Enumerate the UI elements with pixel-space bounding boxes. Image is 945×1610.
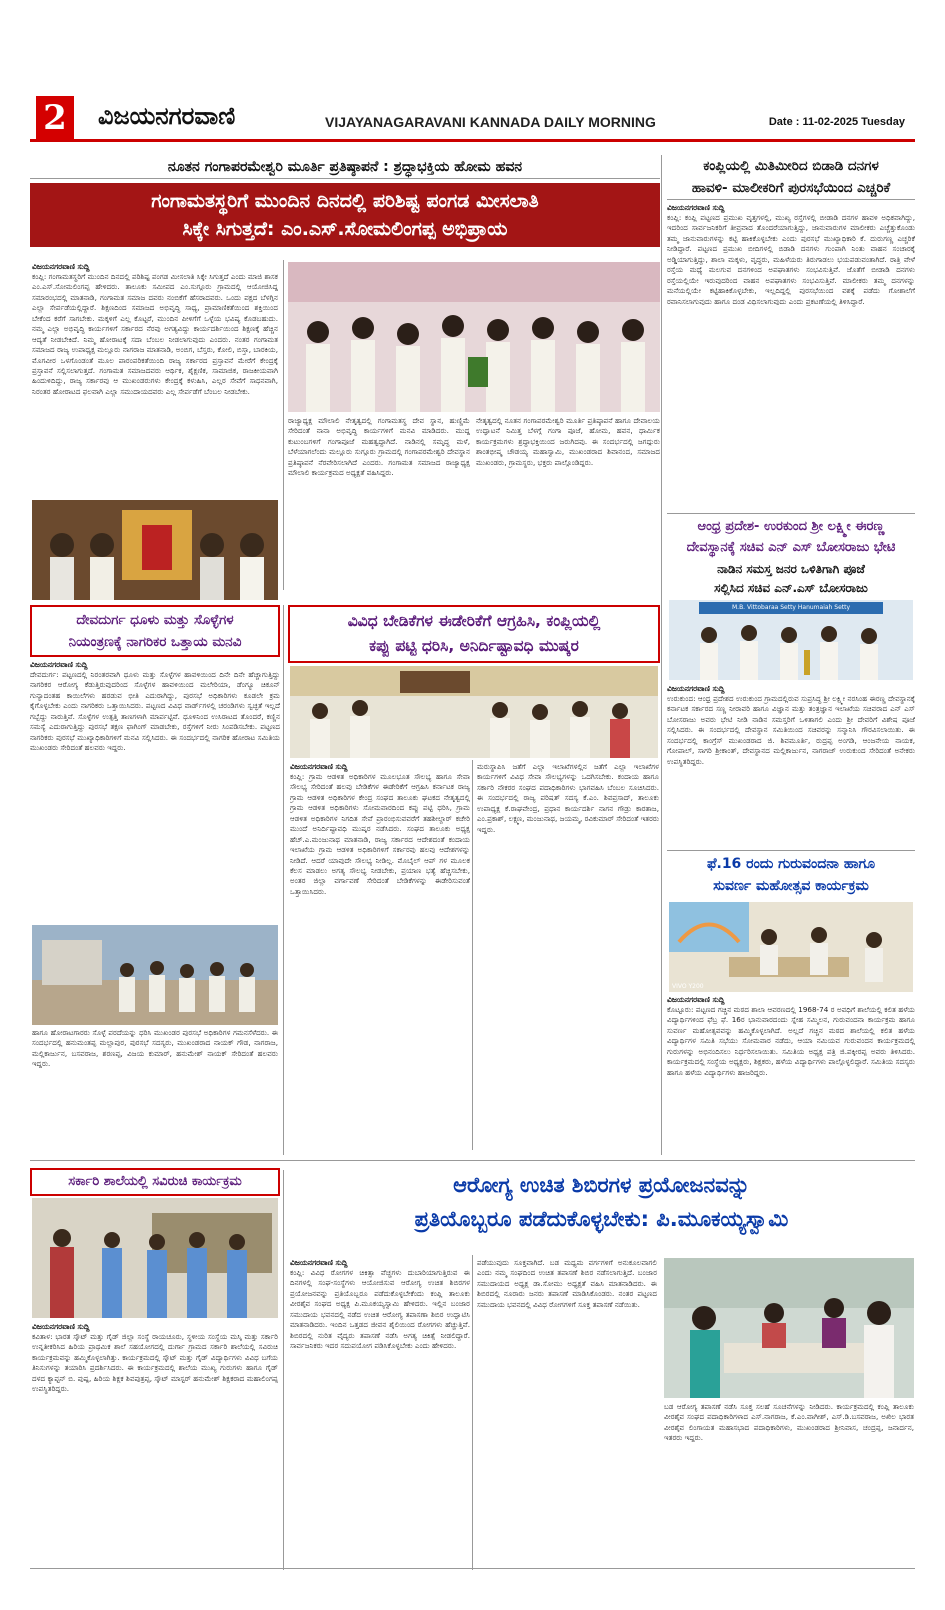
column-divider: [472, 760, 473, 1150]
byline: ವಿಜಯನಗರವಾಣಿ ಸುದ್ದಿ: [30, 660, 88, 669]
headline-line: ಆರೋಗ್ಯ ಉಚಿತ ಶಿಬಿರಗಳ ಪ್ರಯೋಜನವನ್ನು: [453, 1173, 750, 1197]
article-text: ಹಾಗೂ ಹೋರಾಟಗಾರರು ಸೊಳ್ಳೆ ಪರದೆಯನ್ನು ಧರಿಸಿ ಮುಖಂಡರ ಪುರಸಭೆ ಅಧಿಕಾರಿಗಳ ಗಮನಸೆಳೆದರು. ಈ ಸಂದರ್ಭದಲ್ಲಿ ಹನುಮಂತಪ್ಪ ಮಲ್ಲಾಪುರ, ಪುರಸಭೆ ಸದಸ್ಯರು, ಮುಖಂಡರಾದ ನಾಯಕ್ ಗೌಡ, ನಾಗರಾಜ, ಮಲ್ಲಿಕಾರ್ಜುನ, ಬಸವರಾಜ, ಶರಣಪ್ಪ, ವಿಜಯ ಕುಮಾರ್, ಹನುಮೇಶ್ ನಾಯಕ್ ಸೇರಿದಂತೆ ಹಲವರು ಇದ್ದರು.: [32, 1028, 278, 1069]
headline-line: ಕಂಪ್ಲಿಯಲ್ಲಿ ಮಿತಿಮೀರಿದ ಬಿಡಾಡಿ ದನಗಳ: [703, 158, 879, 174]
story-health-caption: [664, 1402, 914, 1562]
story-kicker: ನೂತನ ಗಂಗಾಪರಮೇಶ್ವರಿ ಮೂರ್ತಿ ಪ್ರತಿಷ್ಠಾಪನೆ : ಶ್ರದ್ಧಾಭಕ್ತಿಯ ಹೋಮ ಹವನ: [30, 155, 660, 179]
story-health-body2: [477, 1258, 657, 1563]
story-gangamata-col3: [476, 416, 660, 596]
story-vao-body2: [477, 762, 659, 1150]
story-headline: [667, 513, 915, 558]
article-text: ದೇವದುರ್ಗ: ಪಟ್ಟಣದಲ್ಲಿ ನಿರಂತರವಾಗಿ ಧೂಳು ಮತ್ತು ಸೊಳ್ಳೆಗಳ ಹಾವಳಿಯಿಂದ ದಿನೇ ದಿನೇ ಹೆಚ್ಚಾಗುತ್ತಿದ್ದು ನಾಗರಿಕರ ಆರೋಗ್ಯ ಕೆಡುತ್ತಿರುವುದರಿಂದ ಸೊಳ್ಳೆಗಳ ಹಾವಳಿಯಿಂದ ಮಲೇರಿಯಾ, ಡೆಂಗ್ಯೂ ಚಿಕೂನ್ ಗುನ್ಯಾದಂತಹ ಕಾಯಿಲೆಗಳು ಹರಡುವ ಭೀತಿ ಎದುರಾಗಿದ್ದು, ಪುರಸಭೆ ಅಧಿಕಾರಿಗಳು ಕೂಡಲೇ ಕ್ರಮ ಕೈಗೊಳ್ಳಬೇಕು ಎಂದು ನಾಗರಿಕರು ಒತ್ತಾಯಿಸಿದರು. ಪಟ್ಟಣದ ವಿವಿಧ ವಾರ್ಡ್‌ಗಳಲ್ಲಿ ಚರಂಡಿಗಳು ಸ್ವಚ್ಛತೆ ಇಲ್ಲದೆ ಗಬ್ಬೆದ್ದು ನಾರುತ್ತಿವೆ. ಸೊಳ್ಳೆಗಳ ಉತ್ಪತ್ತಿ ತಾಣಗಳಾಗಿ ಮಾರ್ಪಟ್ಟಿವೆ. ಧೂಳಿನಿಂದ ಉಸಿರಾಟದ ತೊಂದರೆ, ಕಣ್ಣಿನ ಸಮಸ್ಯೆ ಎದುರಾಗುತ್ತಿದ್ದು ಪುರಸಭೆ ತಕ್ಷಣ ಫಾಗಿಂಗ್ ಮಾಡಬೇಕು, ರಸ್ತೆಗಳಿಗೆ ನೀರು ಸಿಂಪಡಿಸಬೇಕು. ಪಟ್ಟಣದ ನಾಗರಿಕರು ಪುರಸಭೆ ಮುಖ್ಯಾಧಿಕಾರಿಗಳಿಗೆ ಮನವಿ ಸಲ್ಲಿಸಿದರು. ಈ ಸಂದರ್ಭದಲ್ಲಿ ನಾಗರಿಕ ಹೋರಾಟ ಸಮಿತಿಯ ಮುಖಂಡರು ಸೇರಿದಂತೆ ಹಲವರು ಇದ್ದರು.: [30, 670, 280, 753]
article-text: ನೇತೃತ್ವದಲ್ಲಿ ನೂತನ ಗಂಗಾಪರಮೇಶ್ವರಿ ಮೂರ್ತಿ ಪ್ರತಿಷ್ಠಾಪನೆ ಹಾಗೂ ದೇವಾಲಯ ಉದ್ಘಾಟನೆ ನಿಮಿತ್ತ ಬೆಳಗ್ಗೆ ಗಂಗಾ ಪೂಜೆ, ಹೋಮ, ಹವನ, ಧಾರ್ಮಿಕ ಕಾರ್ಯಕ್ರಮಗಳು ಶ್ರದ್ಧಾಭಕ್ತಿಯಿಂದ ಜರುಗಿದವು. ಈ ಸಂದರ್ಭದಲ್ಲಿ ಜಗದ್ಗುರು ಶಾಂತಭೀಷ್ಮ ಚೌಡಯ್ಯ ಮಹಾಸ್ವಾಮಿ, ಮುಖಂಡರಾದ ಶಿವಾನಂದ, ಸಮಾಜದ ಮುಖಂಡರು, ಗ್ರಾಮಸ್ಥರು, ಭಕ್ತರು ಪಾಲ್ಗೊಂಡಿದ್ದರು.: [476, 416, 660, 467]
article-text: ಕಂಪ್ಲಿ: ಗ್ರಾಮ ಆಡಳಿತ ಅಧಿಕಾರಿಗಳ ಮೂಲಭೂತ ಸೌಲಭ್ಯ ಹಾಗೂ ಸೇವಾ ಸೌಲಭ್ಯ ಸೇರಿದಂತೆ ಹಲವು ಬೇಡಿಕೆಗಳ ಈಡೇರಿಕೆಗೆ ಆಗ್ರಹಿಸಿ ಕರ್ನಾಟಕ ರಾಜ್ಯ ಗ್ರಾಮ ಆಡಳಿತ ಅಧಿಕಾರಿಗಳ ಕೇಂದ್ರ ಸಂಘದ ತಾಲೂಕು ಘಟಕದ ನೇತೃತ್ವದಲ್ಲಿ ಗ್ರಾಮ ಆಡಳಿತ ಅಧಿಕಾರಿಗಳು ಸೋಮವಾರದಿಂದ ಕಪ್ಪು ಪಟ್ಟಿ ಧರಿಸಿ, ಗ್ರಾಮ ಆಡಳಿತ ಅಧಿಕಾರಿಗಳ ನಿಗದಿತ ಸೇವೆ ಪ್ರಾರಂಭಿಸುವವರೆಗೆ ತಹಶೀಲ್ದಾರ್ ಕಚೇರಿ ಮುಂದೆ ಅನಿರ್ದಿಷ್ಟಾವಧಿ ಮುಷ್ಕರ ನಡೆಸಿದರು. ಸಂಘದ ತಾಲೂಕು ಅಧ್ಯಕ್ಷ ಹೆಚ್.ಎ.ಮಂಜುನಾಥ ಮಾತನಾಡಿ, ರಾಜ್ಯ ಸರ್ಕಾರದ ಆದೇಶದಂತೆ ಕಂದಾಯ ಇಲಾಖೆಯ ಗ್ರಾಮ ಆಡಳಿತ ಅಧಿಕಾರಿಗಳಿಗೆ ಸರ್ಕಾರವು ಹಲವು ಆದೇಶಗಳನ್ನು ನೀಡಿದೆ. ಆದರೆ ಯಾವುದೇ ಸೌಲಭ್ಯ ನೀಡಿಲ್ಲ. ಮೊಬೈಲ್ ಆಪ್ ಗಳ ಮೂಲಕ ಕೆಲಸ ಮಾಡಲು ಅಗತ್ಯ ಸೌಲಭ್ಯ ನೀಡಬೇಕು, ಪ್ರಯಾಣ ಭತ್ಯೆ ಹೆಚ್ಚಿಸಬೇಕು, ಅಂತರ ಜಿಲ್ಲಾ ವರ್ಗಾವಣೆ ಸೇರಿದಂತೆ ಬೇಡಿಕೆಗಳನ್ನು ಈಡೇರಿಸುವಂತೆ ಒತ್ತಾಯಿಸಿದರು.: [290, 772, 470, 896]
column-divider: [283, 605, 284, 1155]
story-urukunda-body: [667, 684, 915, 844]
story-gangamata-body: [32, 262, 278, 505]
byline: ವಿಜಯನಗರವಾಣಿ ಸುದ್ದಿ: [32, 262, 90, 271]
story-guruvandana-body: [667, 995, 915, 1160]
article-text: ರಾಜ್ಯಾಧ್ಯಕ್ಷ ಮೌಲಾಲಿ ನೇತೃತ್ವದಲ್ಲಿ ಗಂಗಾಮತಸ್ಥ ದೇವ ಸ್ಥಾನ, ಹುಣ್ಣಿಮೆ ಸೇರಿದಂತೆ ನಾನಾ ಅಭಿವೃದ್ಧಿ ಕಾರ್ಯಗಳಿಗೆ ಮನವಿ ಮಾಡಿದರು. ಮುದ್ದ ಕುಟುಂಬಗಳಿಗೆ ಗಂಗಾಪೂಜೆ ಮಹತ್ವದ್ದಾಗಿದೆ. ನಾಡಿನಲ್ಲಿ ಸಮೃದ್ಧ ಮಳೆ, ಬೆಳೆಯಾಗಲೆಂದು ಮಲ್ಲೂರು ಸುಗ್ಗೂರು ಗ್ರಾಮದಲ್ಲಿ ಗಂಗಾಪರಮೇಶ್ವರಿ ದೇವಸ್ಥಾನ ಪ್ರತಿಷ್ಠಾಪನೆ ನೆರವೇರಿಸಲಾಗಿದೆ ಎಂದರು. ಗಂಗಾಮತ ಸಮಾಜದ ರಾಜ್ಯಾಧ್ಯಕ್ಷ ಮೌಲಾಲಿ ಕಾರ್ಯಕ್ರಮದ ಅಧ್ಯಕ್ಷತೆ ವಹಿಸಿದ್ದರು.: [288, 416, 470, 478]
story-gangamata-col2: [288, 416, 470, 596]
story-devadurga-dust: [30, 605, 280, 928]
byline: ವಿಜಯನಗರವಾಣಿ ಸುದ್ದಿ: [667, 203, 725, 212]
story-headline: [288, 605, 660, 663]
headline-line: ನಿಯಂತ್ರಣಕ್ಕೆ ನಾಗರಿಕರ ಒತ್ತಾಯ ಮನವಿ: [68, 634, 242, 650]
page-bottom-rule: [30, 1568, 915, 1569]
column-divider: [283, 260, 284, 590]
headline-line: ಆಂಧ್ರ ಪ್ರದೇಶ- ಉರಕುಂದ ಶ್ರೀ ಲಕ್ಷ್ಮೀ ಈರಣ್ಣ: [697, 519, 885, 534]
byline: ವಿಜಯನಗರವಾಣಿ ಸುದ್ದಿ: [290, 762, 348, 771]
story-health-camp: [288, 1168, 915, 1236]
story-headline: [30, 605, 280, 657]
article-text: ಕಂಪ್ಲಿ: ಗಂಗಾಮತಸ್ಥರಿಗೆ ಮುಂದಿನ ದಿನದಲ್ಲಿ ಪರಿಶಿಷ್ಟ ಪಂಗಡ ಮೀಸಲಾತಿ ಸಿಕ್ಕೇ ಸಿಗುತ್ತದೆ ಎಂದು ಮಾಜಿ ಶಾಸಕ ಎಂ.ಎಸ್.ಸೋಮಲಿಂಗಪ್ಪ ಹೇಳಿದರು. ತಾಲೂಕು ಸಮೀಪದ ಎಂ.ಸುಗ್ಗೂರು ಗ್ರಾಮದಲ್ಲಿ ಆಯೋಜಿಸಿದ್ದ ಸಮಾರಂಭದಲ್ಲಿ ಮಾತನಾಡಿ, ಗಂಗಾಮತ ಸಮಾಜ ದವರು ನಂಬಿಕೆಗೆ ಹೆಸರಾದವರು. ಒಂದು ಪಕ್ಷದ ಬೆಳಗ್ಗಿನ ಎಲ್ಲಾ ಸೇರ್ಪಡೆಯಲ್ಲಿದ್ದಾರೆ. ಶಿಕ್ಷಣದಿಂದ ಸಮಾಜದ ಅಭಿವೃದ್ಧಿ ಸಾಧ್ಯ, ಪ್ರಾಮಾಣಿಕತೆಯಿಂದ ಶಕ್ತಿಯಿಂದ ಬೇಕೆಂದ ಕರೆಗೆ ಸಾಗಬೇಕು. ಮಕ್ಕಳಿಗೆ ಎಲ್ಲ ಕೊಟ್ಟರೆ, ಮುಂದಿನ ಪೀಳಿಗೆಗೆ ಒಳ್ಳೆಯ ಭವಿಷ್ಯ ಕೊಡಬಹುದು. ನಮ್ಮ ಎಲ್ಲಾ ಅಭಿವೃದ್ಧಿ ಕಾರ್ಯಗಳಿಗೆ ಸರ್ಕಾರದ ನೆರವು ಅಗತ್ಯವಿದ್ದು ಕಾರ್ಯದರ್ಶಿಯಿಂದ ಶಿಕ್ಷಣಕ್ಕೆ ಹೆಚ್ಚಿನ ಆದ್ಯತೆ ನೀಡಬೇಕಿದೆ. ನಿಮ್ಮ ಹೋರಾಟಕ್ಕೆ ಸದಾ ಬೆಂಬಲ ನೀಡಲಾಗುವುದು ಎಂದರು. ನಂತರ ಗಂಗಾಮತ ಸಮಾಜದ ರಾಜ್ಯ ಉಪಾಧ್ಯಕ್ಷ ಮಲ್ಲೂರು ನಾಗರಾಜ ಮಾತನಾಡಿ, ಅಂಬಿಗ, ಬೆಸ್ತರು, ಕೋಲಿ, ಬಿಸ್ತಾ, ಬಾರಕಿಯ, ಮೊಗವೀರ ಒಳಗೊಂಡಂತೆ ಮೂಲ ಪಾರಂಪರಿಕತೆಯಿಂದಿ ರಾಜ್ಯ ಸರ್ಕಾರದ ಪ್ರಸ್ತಾವನೆ ಮೇರೆಗೆ ಕೇಂದ್ರಕ್ಕೆ ಪ್ರಸ್ತಾವನೆ ಸಲ್ಲಿಸಲಾಗುತ್ತದೆ. ಗಂಗಾಮತ ಸಮಾಜದವರು ಆರ್ಥಿಕ, ಶೈಕ್ಷಣಿಕ, ಸಾಮಾಜಿಕ, ರಾಜಕೀಯವಾಗಿ ಹಿಂದುಳಿದಿದ್ದು, ರಾಜ್ಯ ಸರ್ಕಾರವು ಆ ಮುಖಂಡರುಗಳು ಕೇಂದ್ರಕ್ಕೆ ಕಳುಹಿಸಿ, ಎಲ್ಲರ ಸೇವೆಗೆ ಸಾಧನವಾಗಿ, ನಿರಂತರ ಹೋರಾಟದ ಫಲವಾಗಿ ಎಲ್ಲಾ ಸಮುದಾಯದವರು ಎಲ್ಲ ಸೇರ್ಪಡೆಗೆ ಬೆಂಬಲ ನೀಡಬೇಕು.: [32, 272, 278, 396]
column-divider: [661, 155, 662, 1155]
story-subheadline: [667, 560, 915, 598]
story-headline: [667, 155, 915, 200]
protest-mosquito-net-photo: [32, 925, 278, 1025]
subheadline-line: ನಾಡಿನ ಸಮಸ್ತ ಜನರ ಒಳಿತಿಗಾಗಿ ಪೂಜೆ: [717, 562, 865, 576]
story-saviruchi-body: [32, 1322, 278, 1567]
strike-sit-in-photo: [290, 666, 658, 758]
story-guruvandana: [667, 850, 915, 897]
issue-date: Date : 11-02-2025 Tuesday: [768, 116, 905, 128]
story-headline: ಸರ್ಕಾರಿ ಶಾಲೆಯಲ್ಲಿ ಸವಿರುಚಿ ಕಾರ್ಯಕ್ರಮ: [30, 1168, 280, 1196]
byline: ವಿಜಯನಗರವಾಣಿ ಸುದ್ದಿ: [290, 1258, 348, 1267]
article-text: ಉರುಕುಂದ: ಆಂಧ್ರ ಪ್ರದೇಶದ ಉರುಕುಂದ ಗ್ರಾಮದಲ್ಲಿರುವ ಸುಪ್ರಸಿದ್ಧ ಶ್ರೀ ಲಕ್ಷ್ಮೀ ನರಸಿಂಹ ಈರಣ್ಣ ದೇವಸ್ಥಾನಕ್ಕೆ ಕರ್ನಾಟಕ ಸರ್ಕಾರದ ಸಣ್ಣ ನೀರಾವರಿ ಹಾಗೂ ವಿಜ್ಞಾನ ಮತ್ತು ತಂತ್ರಜ್ಞಾನ ಇಲಾಖೆಯ ಸಚಿವರಾದ ಎನ್ ಎಸ್ ಬೋಸರಾಜು ಅವರು ಭೇಟಿ ನೀಡಿ ನಾಡಿನ ಸಮಸ್ತರಿಗೆ ಒಳಿತಾಗಲಿ ಎಂದು ಶ್ರೀ ದೇವರಿಗೆ ವಿಶೇಷ ಪೂಜೆ ಸಲ್ಲಿಸಿದರು. ಈ ಸಂದರ್ಭದಲ್ಲಿ ದೇವಸ್ಥಾನ ಸಮಿತಿಯಿಂದ ಸಚಿವರನ್ನು ಸನ್ಮಾನಿಸಿ ಗೌರವಿಸಲಾಯಿತು. ಈ ಸಂದರ್ಭದಲ್ಲಿ ಕಾಂಗ್ರೆಸ್ ಮುಖಂಡರಾದ ಜಿ. ಶಿವಮೂರ್ತಿ, ರುದ್ರಪ್ಪ ಅಂಗಡಿ, ಆಂಜನೇಯ ನಾಯಕ, ಗೋಪಾಲ್, ಸಾಗರಿ ಶ್ರೀಕಾಂತ್, ದೇವಸ್ಥಾನದ ಮಲ್ಲಿಕಾರ್ಜುನ, ನಾಗರಾಜ್ ಉರುಕುಂದ ಸೇರಿದಂತೆ ಅನೇಕರು ಉಪಸ್ಥಿತರಿದ್ದರು.: [667, 694, 915, 766]
byline: ವಿಜಯನಗರವಾಣಿ ಸುದ್ದಿ: [32, 1322, 90, 1331]
headline-line: ಹಾವಳಿ- ಮಾಲೀಕರಿಗೆ ಪುರಸಭೆಯಿಂದ ಎಚ್ಚರಿಕೆ: [691, 180, 891, 196]
section-divider: [30, 1160, 915, 1161]
headline-line: ಗಂಗಾಮತಸ್ಥರಿಗೆ ಮುಂದಿನ ದಿನದಲ್ಲಿ ಪರಿಶಿಷ್ಟ ಪಂಗಡ ಮೀಸಲಾತಿ: [151, 190, 539, 212]
subheadline-line: ಸಲ್ಲಿಸಿದ ಸಚಿವ ಎನ್.ಎಸ್ ಬೋಸರಾಜು: [714, 581, 868, 595]
headline-line: ದೇವದುರ್ಗ ಧೂಳು ಮತ್ತು ಸೊಳ್ಳೆಗಳ: [76, 612, 234, 628]
health-checkup-photo: [664, 1258, 914, 1398]
story-stray-cattle: [667, 155, 915, 513]
column-divider: [283, 1170, 284, 1570]
story-headline: [667, 850, 915, 897]
article-text: ಕೊಟ್ಟೂರು: ಪಟ್ಟಣದ ಗಚ್ಚಿನ ಮಠದ ಶಾಲಾ ಆವರಣದಲ್ಲಿ 1968-74 ರ ಅವಧಿಗೆ ಶಾಲೆಯಲ್ಲಿ ಕಲಿತ ಹಳೆಯ ವಿದ್ಯಾರ್ಥಿಗಳಿಂದ ಫೆಬ್ರ ಫೆ. 16ರ ಭಾನುವಾರದಂದು ಸ್ನೇಹ ಸಮ್ಮಿಲನ, ಗುರುವಂದನಾ ಕಾರ್ಯಕ್ರಮ ಹಾಗೂ ಸುವರ್ಣ ಮಹೋತ್ಸವವನ್ನು ಹಮ್ಮಿಕೊಳ್ಳಲಾಗಿದೆ. ಅಲ್ಲದೆ ಗಚ್ಚಿನ ಮಠದ ಶಾಲೆಯಲ್ಲಿ ಕಲಿತ ಹಳೆಯ ವಿದ್ಯಾರ್ಥಿಗಳ ಸಮಿತಿ ಸಭೆಯು ಸೋಮವಾರ ನಡೆದು, ಆಯಾ ನಮಿಯವ ಗುರುವಂದನ ಕಾರ್ಯಕ್ರಮದಲ್ಲಿ ಗುರುಗಳನ್ನು ಅಭಿನಂದಿಸಲು ನಿರ್ಧರಿಸಲಾಯಿತು. ಸಮಿತಿಯ ಅಧ್ಯಕ್ಷ ಪತ್ರಿ ಜಿ.ಪಕ್ಕೀರಪ್ಪ ಅವರು ತಿಳಿಸಿದರು. ಕಾರ್ಯಕ್ರಮದಲ್ಲಿ ಸಂಸ್ಥೆಯ ಅಧ್ಯಕ್ಷರು, ಶಿಕ್ಷಕರು, ಹಳೆಯ ವಿದ್ಯಾರ್ಥಿಗಳು ಪಾಲ್ಗೊಳ್ಳಲಿದ್ದಾರೆ. ಸಮಿತಿಯ ಸದಸ್ಯರು ಹಾಗೂ ಹಳೆಯ ವಿದ್ಯಾರ್ಥಿಗಳು ಹಾಜರಿದ್ದರು.: [667, 1005, 915, 1077]
article-text: ಕಂಪ್ಲಿ: ವಿವಿಧ ರೋಗಗಳ ಚಿಕಿತ್ಸಾ ವೆಚ್ಚಗಳು ದುಬಾರಿಯಾಗುತ್ತಿರುವ ಈ ದಿನಗಳಲ್ಲಿ ಸಂಘ-ಸಂಸ್ಥೆಗಳು ಆಯೋಜಿಸುವ ಆರೋಗ್ಯ ಉಚಿತ ಶಿಬಿರಗಳ ಪ್ರಯೋಜನವನ್ನು ಪ್ರತಿಯೊಬ್ಬರೂ ಪಡೆದುಕೊಳ್ಳಬೇಕೆಂದು ಕಂಪ್ಲಿ ತಾಲೂಕು ವೀರಶೈವ ಸಂಘದ ಅಧ್ಯಕ್ಷ ಪಿ.ಮೂಕಯ್ಯಸ್ವಾಮಿ ಹೇಳಿದರು. ಇಲ್ಲಿನ ಬಂಜಾರ ಸಮುದಾಯ ಭವನದಲ್ಲಿ ನಡೆದ ಉಚಿತ ಆರೋಗ್ಯ ತಪಾಸಣಾ ಶಿಬಿರ ಉದ್ಘಾಟಿಸಿ ಮಾತನಾಡಿದರು. ಇಂದಿನ ಒತ್ತಡದ ಜೀವನ ಶೈಲಿಯಿಂದ ರೋಗಗಳು ಹೆಚ್ಚುತ್ತಿವೆ. ಶಿಬಿರದಲ್ಲಿ ನುರಿತ ವೈದ್ಯರು ತಪಾಸಣೆ ನಡೆಸಿ ಅಗತ್ಯ ಚಿಕಿತ್ಸೆ ನೀಡಲಿದ್ದಾರೆ. ಸಾರ್ವಜನಿಕರು ಇದರ ಸದುಪಯೋಗ ಪಡಿಸಿಕೊಳ್ಳಬೇಕು ಎಂದು ಹೇಳಿದರು.: [290, 1268, 470, 1351]
page-number: 2: [36, 96, 74, 140]
article-text: ಪಡೆಯುವುದು ಸೂಕ್ತವಾಗಿದೆ. ಬಡ ಮಧ್ಯಮ ವರ್ಗಗಳಿಗೆ ಅನುಕೂಲವಾಗಲಿ ಎಂದು ನಮ್ಮ ಸಂಘದಿಂದ ಉಚಿತ ತಪಾಸಣೆ ಶಿಬಿರ ನಡೆಸಲಾಗುತ್ತಿದೆ. ಬಂಜಾರ ಸಮುದಾಯದ ಅಧ್ಯಕ್ಷ ಡಾ.ಸೋಮು ಅಧ್ಯಕ್ಷತೆ ವಹಿಸಿ ಮಾತನಾಡಿದರು. ಈ ಶಿಬಿರದಲ್ಲಿ ನೂರಾರು ಜನರು ತಪಾಸಣೆ ಮಾಡಿಸಿಕೊಂಡರು. ನಂತರ ಪಟ್ಟಣದ ಸಮುದಾಯ ಭವನದಲ್ಲಿ ವಿವಿಧ ರೋಗಗಳಿಗೆ ಸೂಕ್ತ ತಪಾಸಣೆ ನಡೆಯಿತು.: [477, 1258, 657, 1309]
story-vao-protest: [288, 605, 660, 663]
story-urukunda-temple: [667, 513, 915, 598]
article-text: ಮರುಸ್ಥಾಪಿಸಿ ಜತೆಗೆ ಎಲ್ಲಾ ಇಲಾಖೆಗಳಲ್ಲಿನ ಜತೆಗೆ ಎಲ್ಲಾ ಇಲಾಖೆಗಳ ಕಾರ್ಯಗಳಿಗೆ ವಿವಿಧ ಸೇವಾ ಸೌಲಭ್ಯಗಳನ್ನು ಒದಗಿಸಬೇಕು. ಕಂದಾಯ ಹಾಗೂ ಸರ್ಕಾರಿ ನೌಕರರ ಸಂಘದ ಪದಾಧಿಕಾರಿಗಳು ಭಾಗವಹಿಸಿ ಬೆಂಬಲ ಸೂಚಿಸಿದರು. ಈ ಸಂದರ್ಭದಲ್ಲಿ ರಾಜ್ಯ ಪರಿಷತ್ ಸದಸ್ಯ ಕೆ.ಎಂ. ಶಿವಪ್ರಸಾದ್, ತಾಲೂಕು ಉಪಾಧ್ಯಕ್ಷ ಕೆ.ರಾಘವೇಂದ್ರ, ಪ್ರಧಾನ ಕಾರ್ಯದರ್ಶಿ ನಾಗನ ಗೌಡ್ರು ಕಾರತಾಜ, ಎಂ.ಪ್ರಕಾಶ್, ಲಕ್ಷ್ಮಣ, ಮಂಜುನಾಥ, ಜಯಮ್ಮ, ರವಿಕುಮಾರ್ ಸೇರಿದಂತೆ ಇತರರು ಇದ್ದರು.: [477, 762, 659, 834]
stage-dignitaries-photo: [288, 262, 660, 412]
headline-line: ಫೆ.16 ರಂದು ಗುರುವಂದನಾ ಹಾಗೂ: [706, 856, 876, 872]
story-devadurga-body2: [32, 1028, 278, 1150]
minister-lamp-lighting-photo: [669, 600, 913, 680]
headline-line: ಸುವರ್ಣ ಮಹೋತ್ಸವ ಕಾರ್ಯಕ್ರಮ: [713, 878, 869, 894]
school-students-photo: [32, 1198, 278, 1318]
photo-caption: ಬಡ ಆರೋಗ್ಯ ತಪಾಸಣೆ ನಡೆಸಿ ಸೂಕ್ತ ಸಲಹೆ ಸೂಚನೆಗಳನ್ನು ನೀಡಿದರು. ಕಾರ್ಯಕ್ರಮದಲ್ಲಿ ಕಂಪ್ಲಿ ತಾಲೂಕು ವೀರಶೈವ ಸಂಘದ ಪದಾಧಿಕಾರಿಗಳಾದ ಎಸ್.ನಾಗರಾಜ, ಕೆ.ಎಂ.ವಾಗೀಶ್, ಎಸ್.ಡಿ.ಬಸವರಾಜ, ಅಖಿಲ ಭಾರತ ವೀರಶೈವ ಲಿಂಗಾಯತ ಮಹಾಸಭಾದ ಪದಾಧಿಕಾರಿಗಳು, ಮುಖಂಡರಾದ ಶ್ರೀನಿವಾಸ, ಚಂದ್ರಪ್ಪ, ಜನಾರ್ದನ, ಇತರರು ಇದ್ದರು.: [664, 1402, 914, 1443]
story-health-body: [290, 1258, 470, 1563]
photo-banner-text: M.B. Vittobaraa Setty Hanumaiah Setty: [731, 604, 851, 611]
byline: ವಿಜಯನಗರವಾಣಿ ಸುದ್ದಿ: [667, 684, 725, 693]
story-headline: [30, 183, 660, 247]
headline-line: ಕಪ್ಪು ಪಟ್ಟಿ ಧರಿಸಿ, ಅನಿರ್ದಿಷ್ಟಾವಧಿ ಮುಷ್ಕರ: [369, 637, 579, 655]
masthead: [30, 90, 915, 142]
photo-camera-watermark: VIVO Y200: [672, 983, 704, 990]
story-headline: [288, 1168, 915, 1236]
temple-ritual-photo: [32, 500, 278, 600]
story-saviruchi: [30, 1168, 280, 1196]
article-text: ಕವಿತಾಳ: ಭಾರತ ಸ್ಕೌಟ್ ಮತ್ತು ಗೈಡ್ ಜಿಲ್ಲಾ ಸಂಸ್ಥೆ ರಾಯಚೂರು, ಸ್ಥಳೀಯ ಸಂಸ್ಥೆಯ ಮಸ್ಕಿ ಮತ್ತು ಸರ್ಕಾರಿ ಉನ್ನತೀಕರಿಸಿದ ಹಿರಿಯ ಪ್ರಾಥಮಿಕ ಶಾಲೆ ಸಹಯೋಗದಲ್ಲಿ ದುರ್ಗಾ ಗ್ರಾಮದ ಸರ್ಕಾರಿ ಶಾಲೆಯಲ್ಲಿ ಸವಿರುಚಿ ಕಾರ್ಯಕ್ರಮವನ್ನು ಹಮ್ಮಿಕೊಳ್ಳಲಾಗಿತ್ತು. ಕಾರ್ಯಕ್ರಮದಲ್ಲಿ ಸ್ಕೌಟ್ ಮತ್ತು ಗೈಡ್ ವಿದ್ಯಾರ್ಥಿಗಳು ವಿವಿಧ ಬಗೆಯ ತಿನಿಸುಗಳನ್ನು ತಯಾರಿಸಿ ಪ್ರದರ್ಶಿಸಿದರು. ಈ ಕಾರ್ಯಕ್ರಮದಲ್ಲಿ ಶಾಲೆಯ ಮುಖ್ಯ ಗುರುಗಳು ಹಾಗೂ ಗೈಡ್ ದಳದ ಕ್ಯಾಪ್ಟನ್ ಬಿ. ಪುಷ್ಪ, ಹಿರಿಯ ಶಿಕ್ಷಕ ಶಿವಪುತ್ರಪ್ಪ, ಸ್ಕೌಟ್ ಮಾಸ್ಟರ್ ಹನುಮೇಶ್ ಶಿಕ್ಷಕರಾದ ಮಹಾಲಿಂಗಪ್ಪ ಉಪಸ್ಥಿತರಿದ್ದರು.: [32, 1332, 278, 1394]
headline-line: ದೇವಸ್ಥಾನಕ್ಕೆ ಸಚಿವ ಎನ್ ಎಸ್ ಬೋಸರಾಜು ಭೇಟಿ: [686, 540, 896, 555]
byline: ವಿಜಯನಗರವಾಣಿ ಸುದ್ದಿ: [667, 995, 725, 1004]
meeting-photo: [669, 902, 913, 992]
headline-line: ವಿವಿಧ ಬೇಡಿಕೆಗಳ ಈಡೇರಿಕೆಗೆ ಆಗ್ರಹಿಸಿ, ಕಂಪ್ಲಿಯಲ್ಲಿ: [347, 612, 601, 630]
article-text: ಕಂಪ್ಲಿ: ಕಂಪ್ಲಿ ಪಟ್ಟಣದ ಪ್ರಮುಖ ವೃತ್ತಗಳಲ್ಲಿ, ಮುಖ್ಯ ರಸ್ತೆಗಳಲ್ಲಿ ಬೀಡಾಡಿ ದನಗಳ ಹಾವಳಿ ಅಧಿಕವಾಗಿದ್ದು, ಇದರಿಂದ ಸಾರ್ವಜನಿಕರಿಗೆ ತೀವ್ರವಾದ ತೊಂದರೆಯಾಗುತ್ತಿದ್ದು, ಜಾನುವಾರುಗಳ ಮಾಲೀಕರು ಎಚ್ಚೆತ್ತುಕೊಂಡು ತಮ್ಮ ಜಾನುವಾರುಗಳನ್ನು ಕಟ್ಟಿ ಹಾಕಿಕೊಳ್ಳಬೇಕು ಎಂದು ಪುರಸಭೆ ಮುಖ್ಯಾಧಿಕಾರಿ ಕೆ. ದುರುಗಣ್ಣ ಎಚ್ಚರಿಕೆ ನೀಡಿದ್ದಾರೆ. ಪಟ್ಟಣದ ಪ್ರಮುಖ ಬೀದಿಗಳಲ್ಲಿ ಬಿಡಾಡಿ ದನಗಳು ಗುಂಪಾಗಿ ನಿಂತು ವಾಹನ ಸಂಚಾರಕ್ಕೆ ಅಡ್ಡಿಯಾಗುತ್ತಿದ್ದು, ಶಾಲಾ ಮಕ್ಕಳು, ವೃದ್ಧರು, ಮಹಿಳೆಯರು ತಿರುಗಾಡಲು ಭಯಪಡುವಂತಾಗಿದೆ. ರಾತ್ರಿ ವೇಳೆ ರಸ್ತೆಯ ಮಧ್ಯೆ ಮಲಗುವ ದನಗಳಿಂದ ಅಪಘಾತಗಳು ಸಂಭವಿಸುತ್ತಿವೆ. ಜೊತೆಗೆ ಬೀಡಾಡಿ ದನಗಳು ರಸ್ತೆಯಲ್ಲಿಯೇ ಇರುವುದರಿಂದ ವಾಹನ ಅಪಘಾತಗಳು ಸಂಭವಿಸುತ್ತಿವೆ. ಮಾಲೀಕರು ತಮ್ಮ ದನಗಳನ್ನು ಮನೆಯಲ್ಲಿಯೇ ಕಟ್ಟಿಹಾಕಿಕೊಳ್ಳಬೇಕು, ಇಲ್ಲದಿದ್ದಲ್ಲಿ ಪುರಸಭೆಯಿಂದ ವಶಕ್ಕೆ ಪಡೆದು ಗೋಶಾಲೆಗೆ ರವಾನಿಸಲಾಗುವುದು ಹಾಗೂ ದಂಡ ವಿಧಿಸಲಾಗುವುದು ಎಂದು ಪ್ರಕಟಣೆಯಲ್ಲಿ ತಿಳಿಸಿದ್ದಾರೆ.: [667, 213, 915, 306]
newspaper-title-kannada: ವಿಜಯನಗರವಾಣಿ: [98, 102, 236, 130]
story-vao-body: [290, 762, 470, 1147]
headline-line: ಪ್ರತಿಯೊಬ್ಬರೂ ಪಡೆದುಕೊಳ್ಳಬೇಕು: ಪಿ.ಮೂಕಯ್ಯಸ್ವಾಮಿ: [414, 1207, 789, 1231]
headline-line: ಸಿಕ್ಕೇ ಸಿಗುತ್ತದೆ: ಎಂ.ಎಸ್.ಸೋಮಲಿಂಗಪ್ಪ ಅಭಿಪ್ರಾಯ: [182, 218, 508, 240]
newspaper-title-english: VIJAYANAGARAVANI KANNADA DAILY MORNING: [325, 114, 656, 130]
column-divider: [472, 1255, 473, 1570]
story-gangamata: [30, 155, 660, 247]
